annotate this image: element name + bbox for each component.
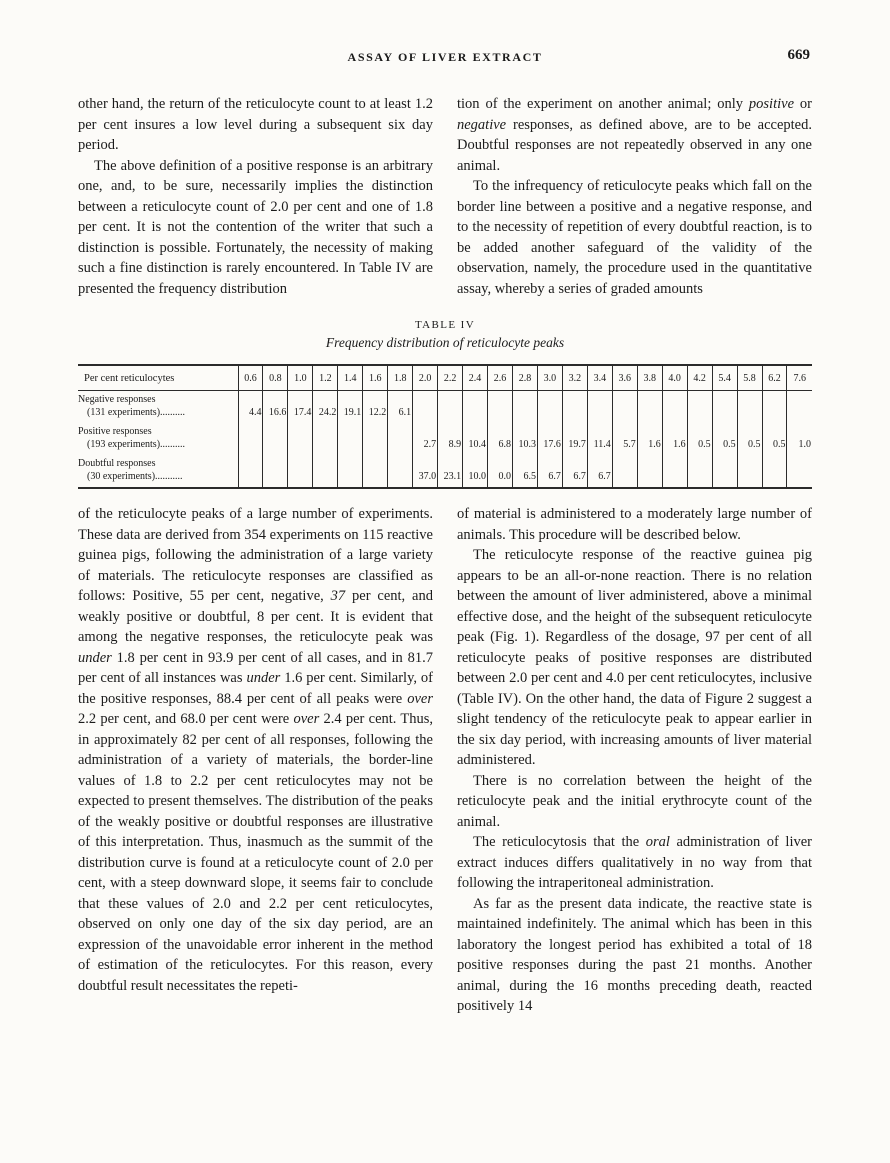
table-cell: 1.0 <box>787 423 812 455</box>
table-row <box>78 423 812 455</box>
table-cell <box>238 455 263 488</box>
table-cell <box>338 455 363 488</box>
table-cell: 0.5 <box>712 423 737 455</box>
bottom-left-column <box>78 504 433 1017</box>
table-cell: 0.5 <box>762 423 787 455</box>
table-cell: 1.6 <box>662 423 687 455</box>
table-col-header: 5.4 <box>712 365 737 391</box>
table-cell <box>687 455 712 488</box>
table-cell <box>587 391 612 424</box>
table-cell: 17.4 <box>288 391 313 424</box>
table-col-header: 1.6 <box>363 365 388 391</box>
table-col-header: 7.6 <box>787 365 812 391</box>
table-col-header: 2.2 <box>438 365 463 391</box>
table-cell: 0.5 <box>737 423 762 455</box>
table-col-header: 3.4 <box>587 365 612 391</box>
table-cell <box>288 455 313 488</box>
table-cell: 5.7 <box>612 423 637 455</box>
table-cell: 6.8 <box>488 423 513 455</box>
table-cell: 8.9 <box>438 423 463 455</box>
paragraph: other hand, the return of the reticulocyte count to at least 1.2 per cent insures a low level during a subsequent six day period. <box>78 96 433 153</box>
paragraph: tion of the experiment on another animal; only positive or negative responses, as defined above, are to be accepted. Doubtful responses are not repeatedly observed in any one animal. <box>457 96 812 174</box>
table-cell <box>687 391 712 424</box>
top-left-column <box>78 94 433 299</box>
table-cell <box>388 423 413 455</box>
bottom-right-column <box>457 504 812 1017</box>
table-cell: 6.7 <box>537 455 562 488</box>
table-cell: 37.0 <box>413 455 438 488</box>
table-cell <box>438 391 463 424</box>
table-cell <box>488 391 513 424</box>
bottom-text-block <box>78 504 812 1017</box>
table-row-label: Doubtful responses (30 experiments)........... <box>78 458 183 482</box>
top-right-column <box>457 94 812 299</box>
table-cell: 0.0 <box>488 455 513 488</box>
table-cell <box>413 391 438 424</box>
table-col-header: 1.0 <box>288 365 313 391</box>
table-col-header: 1.4 <box>338 365 363 391</box>
paragraph: To the infrequency of reticulocyte peaks which fall on the border line between a positive and a negative response, and to the necessity of repetition of every doubtful reaction, is to be added another safeguard of the validity of the observation, namely, the procedure used in the quantitative assay, whereby a series of graded amounts <box>457 178 812 297</box>
table-cell: 10.3 <box>512 423 537 455</box>
table-cell: 23.1 <box>438 455 463 488</box>
table-cell: 19.1 <box>338 391 363 424</box>
paragraph: The reticulocytosis that the oral administration of liver extract induces differs qualitatively in no way from that following the intraperitoneal administration. <box>457 834 812 891</box>
table-cell <box>363 455 388 488</box>
table-cell: 19.7 <box>562 423 587 455</box>
table-cell <box>612 455 637 488</box>
table-cell <box>662 455 687 488</box>
table-cell: 17.6 <box>537 423 562 455</box>
table-cell: 16.6 <box>263 391 288 424</box>
table-col-header: 2.0 <box>413 365 438 391</box>
table-cell <box>263 423 288 455</box>
table-cell <box>313 423 338 455</box>
table-cell <box>737 391 762 424</box>
table-cell <box>637 455 662 488</box>
table-cell <box>737 455 762 488</box>
table-label: TABLE IV <box>414 319 476 331</box>
table-cell <box>313 455 338 488</box>
table-col-header: 1.8 <box>388 365 413 391</box>
table-cell: 4.4 <box>238 391 263 424</box>
paragraph: of the reticulocyte peaks of a large number of experiments. These data are derived from 354 experiments on 115 reactive guinea pigs, following the administration of a large variety of materials. The reticulocyte responses are classified as follows: Positive, 55 per cent, negative, 37 per cent, and weakly positive or doubtful, 8 per cent. It is evident that among the negative responses, the reticulocyte peak was under 1.8 per cent in 93.9 per cent of all cases, and in 81.7 per cent of all instances was under 1.6 per cent. Similarly, of the positive responses, 88.4 per cent of all peaks were over 2.2 per cent, and 68.0 per cent were over 2.4 per cent. Thus, in approximately 82 per cent of all responses, following the administration of a variety of materials, the border-line values of 1.8 to 2.2 per cent reticulocytes may not be expected to present themselves. The distribution of the peaks of the weakly positive or doubtful responses are illustrative of this interpretation. Thus, inasmuch as the summit of the distribution curve is found at a reticulocyte count of 2.0 per cent, with a steep downward slope, it seems fair to conclude that these values of 2.0 and 2.2 per cent reticulocytes, observed on only one day of the six day period, are an expression of the unavoidable error inherent in the method of estimation of the reticulocytes. For this reason, every doubtful result necessitates the repeti- <box>78 506 434 994</box>
table-cell: 24.2 <box>313 391 338 424</box>
table-cell: 11.4 <box>587 423 612 455</box>
table-col-header: 4.2 <box>687 365 712 391</box>
table-col-header: 6.2 <box>762 365 787 391</box>
table-cell: 6.7 <box>587 455 612 488</box>
table-cell <box>662 391 687 424</box>
table-row <box>78 391 812 424</box>
running-head <box>78 47 812 70</box>
table-cell <box>712 391 737 424</box>
table-cell: 10.0 <box>463 455 488 488</box>
table-col-header: 5.8 <box>737 365 762 391</box>
table-col-header: 1.2 <box>313 365 338 391</box>
table-cell: 6.5 <box>512 455 537 488</box>
table-cell <box>338 423 363 455</box>
table-cell <box>463 391 488 424</box>
table-cell <box>238 423 263 455</box>
paragraph: of material is administered to a moderately large number of animals. This procedure will be described below. <box>457 506 812 543</box>
table-cell <box>787 455 812 488</box>
frequency-table <box>78 364 812 489</box>
table-cell <box>562 391 587 424</box>
page-number: 669 <box>787 47 810 63</box>
paragraph: As far as the present data indicate, the reactive state is maintained indefinitely. The animal which has been in this laboratory the longest period has exhibited a total of 18 positive responses during the past 21 months. Another animal, during the 16 months preceding death, reacted positively 14 <box>457 895 812 1014</box>
paragraph: There is no correlation between the height of the reticulocyte peak and the initial erythrocyte count of the animal. <box>457 772 812 830</box>
top-text-block <box>78 94 812 299</box>
table-row-header: Per cent reticulocytes <box>78 365 238 391</box>
table-col-header: 3.6 <box>612 365 637 391</box>
table-row-label: Positive responses (193 experiments).......... <box>78 426 186 450</box>
table-cell <box>288 423 313 455</box>
table-cell: 6.7 <box>562 455 587 488</box>
table-cell <box>637 391 662 424</box>
table-cell <box>787 391 812 424</box>
table-cell: 0.5 <box>687 423 712 455</box>
table-col-header: 3.0 <box>537 365 562 391</box>
table-cell: 12.2 <box>363 391 388 424</box>
table-col-header: 3.8 <box>637 365 662 391</box>
table-col-header: 0.6 <box>238 365 263 391</box>
table-iv-block <box>78 319 812 489</box>
table-row-label: Negative responses (131 experiments).......... <box>78 394 186 418</box>
table-col-header: 0.8 <box>263 365 288 391</box>
table-col-header: 4.0 <box>662 365 687 391</box>
table-cell <box>612 391 637 424</box>
paragraph: The above definition of a positive response is an arbitrary one, and, to be sure, necessarily implies the distinction between a reticulocyte count of 2.0 per cent and one of 1.8 per cent. It is not the contention of the writer that such a distinction is possible. Fortunately, the necessity of making such a fine distinction is rarely encountered. In Table IV are presented the frequency distribution <box>78 157 433 297</box>
paragraph: The reticulocyte response of the reactive guinea pig appears to be an all-or-none reaction. There is no relation between the amount of liver administered, above a minimal effective dose, and the height of the subsequent reticulocyte peak (Fig. 1). Regardless of the dosage, 97 per cent of all reticulocyte peaks of positive responses are distributed between 2.0 per cent and 4.0 per cent reticulocytes, inclusive (Table IV). On the other hand, the data of Figure 2 suggest a slight tendency of the reticulocyte peak to appear earlier in the six day period, with increasing amounts of liver material administered. <box>457 547 812 768</box>
table-cell: 2.7 <box>413 423 438 455</box>
table-cell <box>512 391 537 424</box>
table-cell <box>762 391 787 424</box>
table-cell <box>363 423 388 455</box>
table-cell <box>388 455 413 488</box>
table-row <box>78 455 812 488</box>
table-col-header: 3.2 <box>562 365 587 391</box>
table-col-header: 2.6 <box>488 365 513 391</box>
table-col-header: 2.8 <box>512 365 537 391</box>
table-col-header: 2.4 <box>463 365 488 391</box>
table-cell <box>263 455 288 488</box>
running-title: ASSAY OF LIVER EXTRACT <box>347 50 543 64</box>
table-cell: 10.4 <box>463 423 488 455</box>
table-caption: Frequency distribution of reticulocyte peaks <box>325 335 565 350</box>
table-cell <box>712 455 737 488</box>
table-cell <box>762 455 787 488</box>
table-cell: 1.6 <box>637 423 662 455</box>
table-cell <box>537 391 562 424</box>
table-cell: 6.1 <box>388 391 413 424</box>
